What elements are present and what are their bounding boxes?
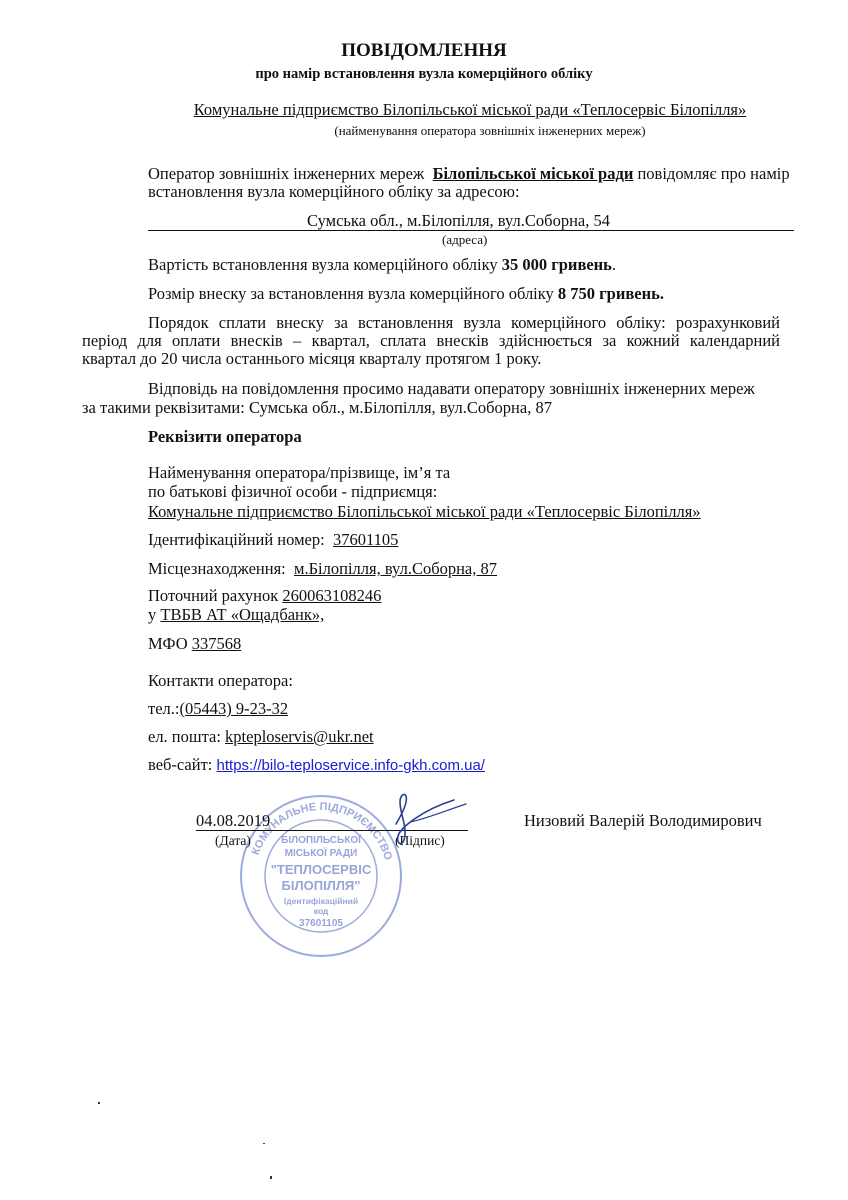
stamp-line-6: код: [313, 906, 329, 916]
intro-line-2: встановлення вузла комерційного обліку за адресою:: [148, 182, 520, 201]
operator-name-caption: (найменування оператора зовнішніх інженерних мереж): [334, 123, 646, 138]
response-line-2: за такими реквізитами: Сумська обл., м.Білопілля, вул.Соборна, 87: [82, 398, 552, 417]
payment-line-2: період для оплати внесків – квартал, сплата внесків здійснюється за кожний календарний: [82, 331, 780, 350]
mfo-value: 337568: [191, 634, 242, 653]
id-label: Ідентифікаційний номер:: [148, 530, 325, 549]
location-value: м.Білопілля, вул.Соборна, 87: [294, 559, 497, 578]
intro-operator: Білопільської міської ради: [432, 164, 634, 183]
intro-prefix: Оператор зовнішніх інженерних мереж: [148, 164, 425, 183]
name-label-line-2: по батькові фізичної особи - підприємця:: [148, 482, 438, 501]
phone-line: [148, 699, 288, 719]
name-value: Комунальне підприємство Білопільської міської ради «Теплосервіс Білопілля»: [148, 502, 701, 521]
signer-name: Низовий Валерій Володимирович: [524, 811, 762, 830]
email-value[interactable]: kpteploservis@ukr.net: [225, 727, 374, 746]
cost-prefix: Вартість встановлення вузла комерційного обліку: [148, 255, 498, 274]
website-link[interactable]: https://bilo-teploservice.info-gkh.com.ua/: [216, 757, 485, 774]
handwritten-signature-icon: [382, 792, 472, 852]
fee-prefix: Розмір внеску за встановлення вузла комерційного обліку: [148, 284, 554, 303]
address-value: Сумська обл., м.Білопілля, вул.Соборна, 54: [307, 211, 610, 230]
intro-suffix: повідомляє про намір: [637, 164, 790, 183]
mfo-label: МФО: [148, 634, 188, 653]
bank-line: [148, 605, 324, 625]
cost-line: Вартість встановлення вузла комерційного обліку 35 000 гривень.: [148, 255, 617, 274]
location-label: Місцезнаходження:: [148, 559, 286, 578]
cost-value: 35 000 гривень: [501, 255, 612, 274]
requisites-heading: Реквізити оператора: [148, 427, 302, 446]
contacts-heading: Контакти оператора:: [148, 671, 293, 690]
fee-value: 8 750 гривень.: [557, 284, 664, 303]
scan-speck: [270, 1176, 272, 1179]
bank-value: ТВБВ АТ «Ощадбанк»,: [160, 605, 325, 624]
location-line: [148, 559, 497, 579]
bank-prefix: у: [148, 605, 157, 624]
website-label: веб-сайт:: [148, 755, 213, 774]
scan-speck: [98, 1102, 100, 1104]
fee-line: [148, 284, 664, 304]
phone-value: (05443) 9-23-32: [179, 699, 289, 718]
operator-name-header: Комунальне підприємство Білопільської міської ради «Теплосервіс Білопілля»: [193, 100, 747, 119]
stamp-line-3: "ТЕПЛОСЕРВІС: [270, 862, 372, 877]
stamp-line-4: БІЛОПІЛЛЯ": [281, 878, 361, 893]
scan-speck: [263, 1143, 265, 1144]
intro-line-1: [148, 164, 790, 184]
document-title: ПОВІДОМЛЕННЯ: [341, 40, 507, 61]
stamp-line-1: БІЛОПІЛЬСЬКОЇ: [281, 835, 361, 846]
stamp-ring-text: КОМУНАЛЬНЕ ПІДПРИЄМСТВО: [249, 800, 394, 862]
document-subtitle: про намір встановлення вузла комерційного обліку: [255, 66, 593, 82]
id-line: [148, 530, 398, 550]
mfo-line: [148, 634, 241, 654]
response-line-1: Відповідь на повідомлення просимо надавати оператору зовнішніх інженерних мереж: [148, 379, 755, 398]
phone-label: тел.:: [148, 699, 180, 718]
payment-line-1: Порядок сплати внеску за встановлення вузла комерційного обліку: розрахунковий: [148, 313, 780, 332]
account-value: 260063108246: [282, 586, 382, 605]
account-label: Поточний рахунок: [148, 586, 279, 605]
stamp-line-2: МІСЬКОЇ РАДИ: [284, 848, 358, 859]
account-line: [148, 586, 381, 606]
email-line: [148, 727, 374, 747]
signature-date: 04.08.2019: [196, 811, 271, 830]
email-label: ел. пошта:: [148, 727, 221, 746]
stamp-line-5: Ідентифікаційний: [283, 896, 359, 906]
date-caption: (Дата): [215, 833, 251, 848]
signature-caption: (Підпис): [395, 833, 445, 848]
website-line: [148, 755, 485, 775]
id-value: 37601105: [332, 530, 399, 549]
name-label-line-1: Найменування оператора/прізвище, ім’я та: [148, 463, 451, 482]
stamp-line-7: 37601105: [299, 918, 343, 929]
payment-line-3: квартал до 20 числа останнього місяця кварталу протягом 1 року.: [82, 349, 542, 368]
address-caption: (адреса): [442, 232, 488, 247]
